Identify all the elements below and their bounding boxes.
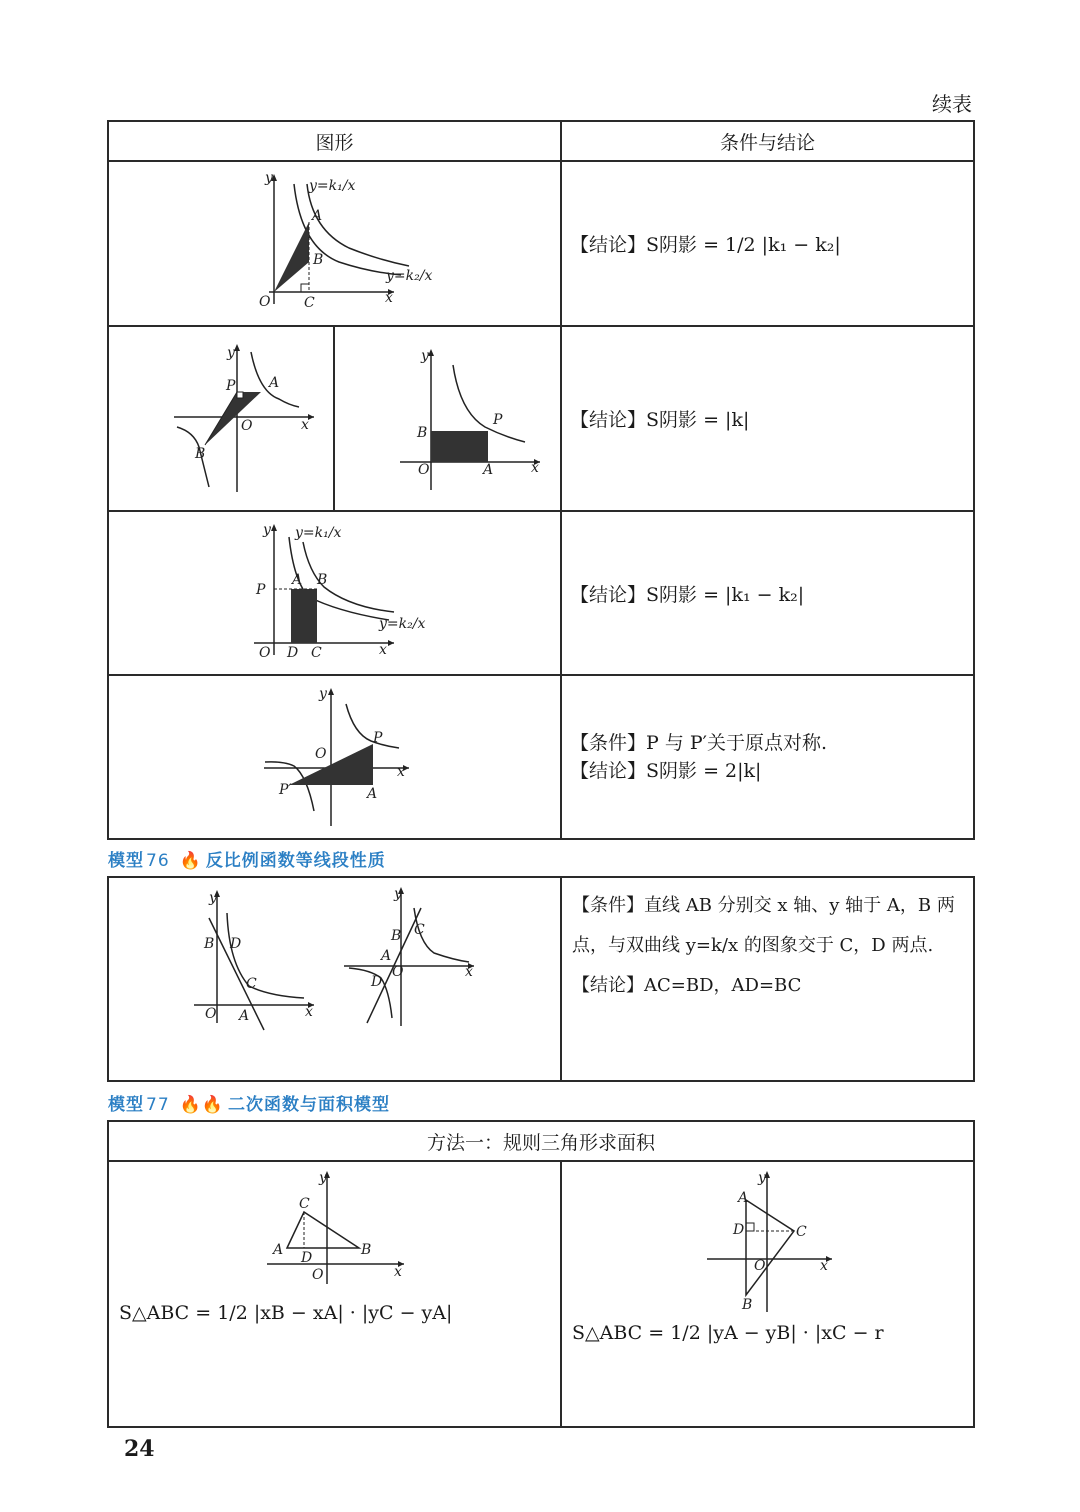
svg-text:y: y bbox=[319, 1170, 327, 1186]
svg-text:y: y bbox=[209, 890, 217, 906]
svg-text:y: y bbox=[265, 170, 273, 186]
condition-cell-5 bbox=[561, 877, 974, 1081]
condition-label: 【条件】 bbox=[572, 895, 644, 916]
svg-text:y=k₂/x: y=k₂/x bbox=[379, 616, 426, 632]
condition-text: P 与 P′关于原点对称. bbox=[646, 732, 828, 754]
svg-text:O: O bbox=[259, 294, 271, 310]
svg-text:D: D bbox=[287, 645, 299, 661]
figure-cell-2a bbox=[108, 326, 334, 511]
method-header: 方法一：规则三角形求面积 bbox=[108, 1121, 974, 1161]
figure-symmetric-triangle bbox=[109, 676, 562, 838]
svg-text:A: A bbox=[312, 208, 323, 224]
conclusion-label: 【结论】 bbox=[570, 409, 647, 431]
svg-text:B: B bbox=[195, 446, 206, 462]
svg-text:P′: P′ bbox=[279, 782, 292, 798]
model-number: 77 bbox=[146, 1095, 170, 1115]
svg-text:B: B bbox=[742, 1297, 753, 1313]
figure-cell-3 bbox=[108, 511, 561, 675]
svg-text:B: B bbox=[361, 1242, 372, 1258]
svg-text:y: y bbox=[758, 1170, 766, 1186]
svg-text:O: O bbox=[315, 746, 327, 762]
conclusion-formula: S阴影 = |k| bbox=[646, 409, 750, 431]
condition-text: 直线 AB 分别交 x 轴、y 轴于 A，B 两点，与双曲线 y=k/x 的图象交于 C，D 两点. bbox=[572, 895, 955, 956]
conclusion-label: 【结论】 bbox=[570, 583, 647, 606]
figure-cell-4 bbox=[108, 675, 561, 839]
conclusion-cell-1 bbox=[561, 161, 974, 326]
svg-text:y=k₁/x: y=k₁/x bbox=[295, 525, 342, 541]
svg-text:B: B bbox=[204, 936, 215, 952]
svg-text:y: y bbox=[394, 886, 402, 902]
figure-cell-5 bbox=[108, 877, 561, 1081]
svg-text:x: x bbox=[820, 1258, 828, 1274]
svg-text:x: x bbox=[394, 1264, 402, 1280]
svg-text:D: D bbox=[301, 1250, 313, 1266]
svg-text:x: x bbox=[301, 417, 309, 433]
svg-text:A: A bbox=[273, 1242, 284, 1258]
fire-icon: 🔥 bbox=[179, 851, 202, 871]
svg-text:P: P bbox=[493, 412, 503, 428]
svg-text:C: C bbox=[304, 295, 315, 311]
model-title: 二次函数与面积模型 bbox=[227, 1095, 390, 1115]
svg-text:O: O bbox=[205, 1006, 217, 1022]
svg-text:x: x bbox=[465, 964, 473, 980]
conclusion-cell-4 bbox=[561, 675, 974, 839]
svg-text:x: x bbox=[385, 290, 393, 306]
svg-text:A: A bbox=[292, 572, 303, 588]
svg-text:y: y bbox=[227, 345, 235, 361]
svg-text:O: O bbox=[241, 418, 253, 434]
svg-text:C: C bbox=[796, 1224, 807, 1240]
svg-text:A: A bbox=[381, 948, 392, 964]
svg-text:B: B bbox=[317, 572, 328, 588]
conclusion-formula: S阴影 = 2|k| bbox=[646, 760, 762, 782]
left-area-formula: S△ABC = 1/2 |xB − xA| · |yC − yA| bbox=[119, 1302, 453, 1324]
svg-text:y=k₁/x: y=k₁/x bbox=[309, 178, 356, 194]
figure-equal-segments bbox=[109, 878, 562, 1080]
svg-text:C: C bbox=[299, 1196, 310, 1212]
conclusion-formula: S阴影 = |k₁ − k₂| bbox=[646, 583, 805, 606]
svg-text:B: B bbox=[391, 928, 402, 944]
svg-text:y: y bbox=[421, 348, 429, 364]
svg-text:A: A bbox=[483, 462, 494, 478]
svg-text:P: P bbox=[256, 582, 266, 598]
model-table-2 bbox=[107, 876, 975, 1082]
svg-text:D: D bbox=[230, 936, 242, 952]
model-77-heading bbox=[108, 1090, 390, 1115]
header-conditions: 条件与结论 bbox=[561, 121, 974, 161]
svg-text:B: B bbox=[313, 252, 324, 268]
svg-text:P: P bbox=[373, 730, 383, 746]
conclusion-cell-3 bbox=[561, 511, 974, 675]
method-cell-right bbox=[561, 1161, 974, 1427]
svg-text:y: y bbox=[263, 522, 271, 538]
model-number: 76 bbox=[146, 851, 170, 871]
svg-text:A: A bbox=[367, 786, 378, 802]
conclusion-label: 【结论】 bbox=[570, 234, 647, 256]
header-figure: 图形 bbox=[108, 121, 561, 161]
conclusion-label: 【结论】 bbox=[572, 975, 644, 996]
figure-cell-2b bbox=[334, 326, 561, 511]
svg-text:A: A bbox=[269, 375, 280, 391]
model-table-3 bbox=[107, 1120, 975, 1428]
model-title: 反比例函数等线段性质 bbox=[205, 851, 386, 871]
svg-text:C: C bbox=[311, 645, 322, 661]
model-76-heading bbox=[108, 846, 386, 871]
svg-text:y=k₂/x: y=k₂/x bbox=[386, 268, 433, 284]
figure-triangle-horizontal-base bbox=[109, 1162, 562, 1302]
model-label: 模型 bbox=[108, 1095, 144, 1115]
svg-text:O: O bbox=[418, 462, 430, 478]
svg-text:O: O bbox=[259, 645, 271, 661]
figure-rectangle-two-hyperbolas bbox=[109, 512, 562, 674]
svg-text:x: x bbox=[531, 460, 539, 476]
fire-icon: 🔥🔥 bbox=[179, 1095, 224, 1115]
figure-cell-1 bbox=[108, 161, 561, 326]
page-number: 24 bbox=[124, 1436, 155, 1462]
svg-text:O: O bbox=[392, 964, 404, 980]
svg-text:A: A bbox=[738, 1190, 749, 1206]
figure-triangle-origin-symmetric bbox=[109, 327, 333, 510]
continuation-label: 续表 bbox=[932, 92, 972, 116]
svg-text:x: x bbox=[379, 642, 387, 658]
svg-text:y: y bbox=[319, 686, 327, 702]
svg-text:x: x bbox=[397, 764, 405, 780]
svg-text:O: O bbox=[754, 1258, 766, 1274]
method-cell-left bbox=[108, 1161, 561, 1427]
svg-text:C: C bbox=[414, 922, 425, 938]
svg-text:O: O bbox=[312, 1267, 324, 1283]
svg-text:A: A bbox=[239, 1008, 250, 1024]
right-area-formula: S△ABC = 1/2 |yA − yB| · |xC − r bbox=[572, 1322, 884, 1344]
conclusion-formula: S阴影 = 1/2 |k₁ − k₂| bbox=[646, 234, 841, 256]
svg-text:D: D bbox=[371, 974, 383, 990]
model-table-1 bbox=[107, 120, 975, 840]
figure-triangle-two-hyperbolas bbox=[109, 162, 562, 325]
model-label: 模型 bbox=[108, 851, 144, 871]
figure-triangle-vertical-base bbox=[562, 1162, 975, 1322]
figure-rectangle-hyperbola bbox=[335, 327, 560, 510]
svg-text:P: P bbox=[226, 378, 236, 394]
conclusion-cell-2 bbox=[561, 326, 974, 511]
svg-text:B: B bbox=[417, 425, 428, 441]
svg-text:C: C bbox=[246, 976, 257, 992]
conclusion-text: AC=BD，AD=BC bbox=[644, 975, 802, 996]
svg-text:x: x bbox=[305, 1004, 313, 1020]
svg-text:D: D bbox=[733, 1222, 745, 1238]
conclusion-label: 【结论】 bbox=[570, 760, 647, 782]
condition-label: 【条件】 bbox=[570, 732, 647, 754]
